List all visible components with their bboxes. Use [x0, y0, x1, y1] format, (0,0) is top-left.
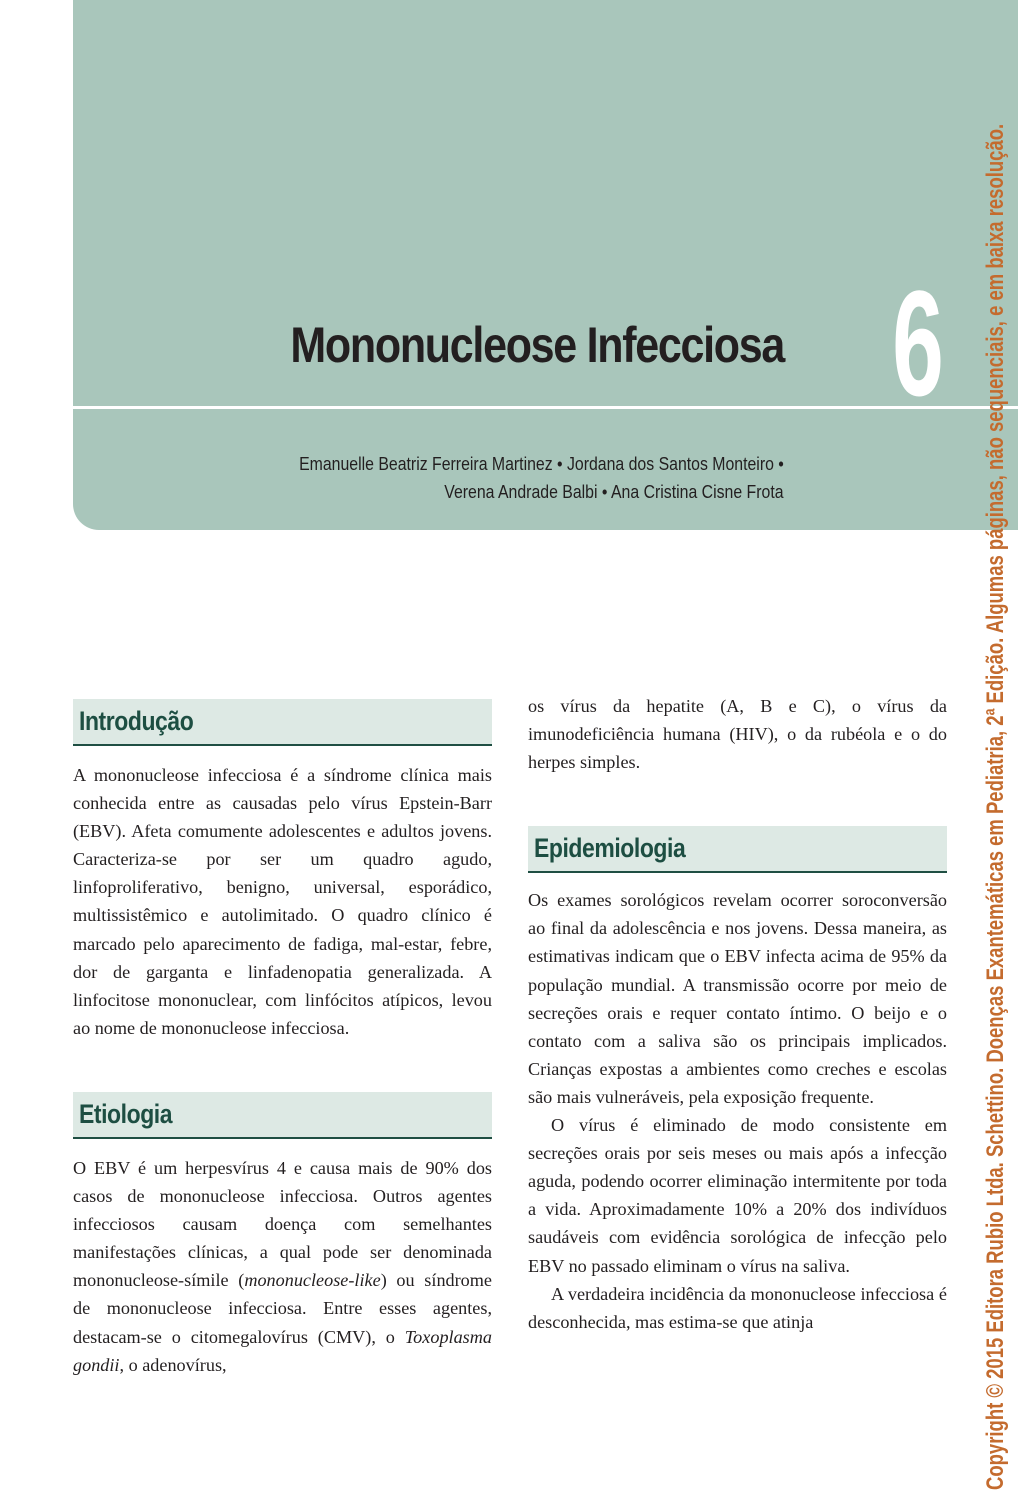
paragraph-etiologia-continuation: os vírus da hepatite (A, B e C), o vírus da imunodeficiência humana (HIV), o da rubéola e o do herpes simples.: [528, 696, 947, 773]
paragraph-etiologia: [73, 1154, 492, 1379]
etiologia-text-a: O EBV é um herpesvírus 4 e causa mais de 90% dos casos de mononucleose infecciosa. Outros agentes infecciosos causam doença com semelhantes manifestações clínicas, a qual pode ser denominada mononucleose-símile (: [73, 1157, 492, 1291]
heading-epidemiologia: Epidemiologia: [534, 833, 686, 864]
right-column: [528, 692, 947, 1336]
chapter-number: 6: [892, 259, 944, 427]
etiologia-italic-mononucleose-like: mononucleose-like: [244, 1270, 381, 1291]
heading-introducao: Introdução: [79, 706, 194, 736]
paragraph-epidemiologia-2: O vírus é eliminado de modo consistente em secreções orais por seis meses ou mais após a infecção aguda, podendo ocorrer eliminação intermitente por toda a vida. Aproximadamente 10% a 20% dos indivíduos saudáveis com evidência sorológica de infecção pelo EBV no passado eliminam o vírus na saliva.: [528, 1115, 947, 1276]
section-heading-introducao: [73, 699, 492, 746]
section-heading-etiologia: [73, 1092, 492, 1139]
chapter-title: Mononucleose Infecciosa: [290, 317, 784, 373]
authors-line-1: Emanuelle Beatriz Ferreira Martinez • Jordana dos Santos Monteiro •: [299, 454, 784, 474]
paragraph-introducao: A mononucleose infecciosa é a síndrome clínica mais conhecida entre as causadas pelo vírus Epstein-Barr (EBV). Afeta comumente adolescentes e adultos jovens. Caracteriza-se por ser um quadro agudo, linfoproliferativo, benigno, universal, esporádico, multissistêmico e autolimitado. O quadro clínico é marcado pelo aparecimento de fadiga, mal-estar, febre, dor de garganta e linfadenopatia generalizada. A linfocitose mononuclear, com linfócitos atípicos, levou ao nome de mononucleose infecciosa.: [73, 765, 492, 1038]
left-column: [73, 699, 492, 1379]
copyright-notice: [976, 0, 1016, 1490]
etiologia-italic-toxoplasma: Toxoplasma gondii: [73, 1326, 492, 1375]
etiologia-text-c: , o adenovírus,: [119, 1354, 227, 1375]
paragraph-epidemiologia-3: A verdadeira incidência da mononucleose infecciosa é desconhecida, mas estima-se que atinja: [528, 1283, 947, 1332]
etiologia-text-b: ) ou síndrome de mononucleose infecciosa. Entre esses agentes, destacam-se o citomegalovírus (CMV), o: [73, 1270, 492, 1347]
authors-line-2: Verena Andrade Balbi • Ana Cristina Cisne Frota: [444, 482, 784, 502]
copyright-text: Copyright © 2015 Editora Rubio Ltda. Schettino. Doenças Exantemáticas em Pediatria, 2ª Edição. Algumas páginas, não sequenciais, e em baixa resolução.: [982, 123, 1009, 1490]
paragraph-epidemiologia-1: Os exames sorológicos revelam ocorrer soroconversão ao final da adolescência e nos jovens. Dessa maneira, as estimativas indicam que o EBV infecta acima de 95% da população mundial. A transmissão ocorre por meio de secreções orais e requer contato íntimo. O beijo e o contato com a saliva são os principais implicados. Crianças expostas a ambientes como creches e escolas são mais vulneráveis, pela exposição frequente.: [528, 890, 947, 1107]
section-heading-epidemiologia: [528, 826, 947, 873]
authors: [150, 450, 784, 506]
heading-etiologia: Etiologia: [79, 1098, 173, 1129]
banner-divider: [73, 406, 1018, 409]
